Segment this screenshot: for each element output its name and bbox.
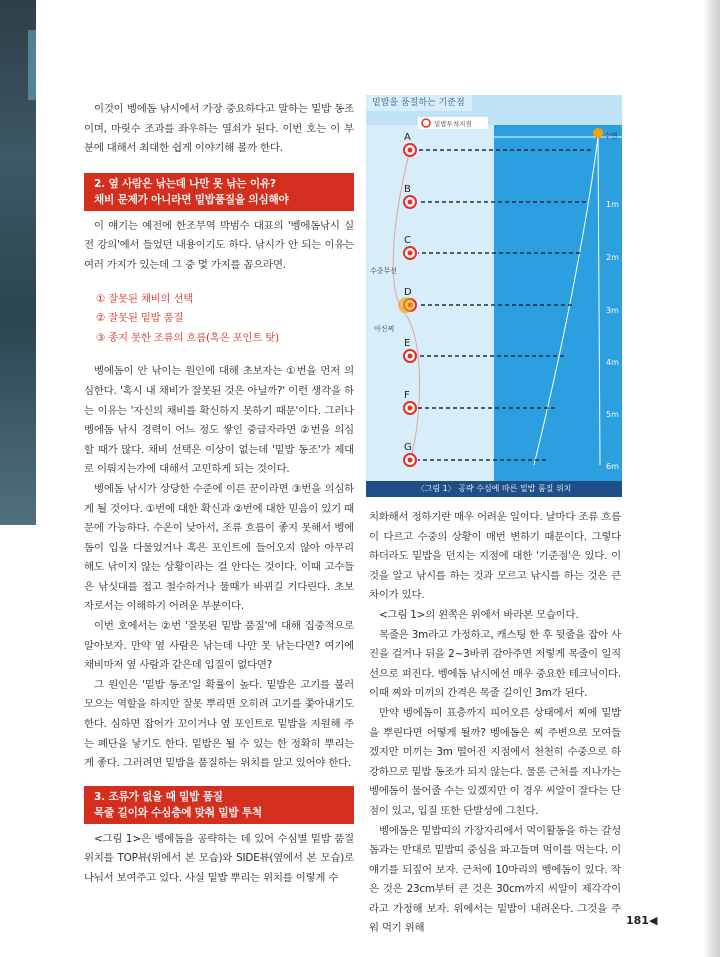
right-paragraph-1: 치화해서 정하기란 매우 어려운 일이다. 날마다 조류 흐름이 다르고 수중의 상황이 매번 변하기 때문이다. 그렇다 하더라도 밑밥을 던지는 지점에 대한 '기준점'은 있다. 이것을 알고 낚시를 하는 것과 모르고 낚시를 하는 것은 큰 차이가 있다.	[369, 511, 621, 602]
section2-paragraph-5: 그 원인은 '밑밥 동조'일 확률이 높다. 밑밥은 고기를 불러 모으는 역할을 하지만 잘못 뿌리면 오히려 고기를 쫓아내기도 한다. 심하면 잡어가 꼬이거나 옆 포인트로 밑밥을 지원해 주는 폐단을 낳기도 한다. 밑밥은 될 수 있는 한 정확히 뿌리는 게 좋다. 그러려면 밑밥을 품질하는 위치를 알고 있어야 한다.	[84, 678, 354, 770]
figure-title: 밑밥을 품질하는 기준점	[366, 95, 472, 111]
depth-label: 4m	[606, 358, 619, 367]
right-paragraph-2: <그림 1>의 왼쪽은 위에서 바라본 모습이다.	[379, 608, 579, 621]
section3-heading	[84, 786, 354, 824]
water-highlight	[28, 30, 36, 100]
point-label: B	[404, 184, 411, 195]
section2-paragraph-4: 이번 호에서는 ②번 '잘못된 밑밥 품질'에 대해 집중적으로 알아보자. 만약 옆 사람은 낚는데 나만 못 낚는다면? 여기에 채비마저 옆 사람과 같은데 입질이 없다면?	[84, 620, 354, 672]
figure-1	[366, 95, 622, 498]
section2-paragraph-1: 이 얘기는 예전에 한조무역 박범수 대표의 '벵에돔낚시 실전 강의'에서 들었던 내용이기도 하다. 낚시가 안 되는 이유는 여러 가지가 있는데 그 중 몇 가지를 꼽으라면.	[84, 219, 354, 271]
section2-paragraph-2: 벵에돔이 안 낚이는 원인에 대해 초보자는 ①번을 먼저 의심한다. '혹시 내 채비가 잘못된 것은 아닐까?' 이런 생각을 하는 이유는 '자신의 채비를 확신하지 못하기 때문'이다. 그러나 벵에돔 낚시 경력이 어느 정도 쌓인 중급자라면 ②번을 의심할 때가 많다. 채비 선택은 이상이 없는데 '밑밥 동조'가 제대로 이뤄지는가에 대해서 고민하게 되는 것이다.	[84, 365, 354, 476]
left-column	[84, 100, 354, 889]
cause-list	[84, 290, 354, 349]
section2-paragraph-3: 벵에돔 낚시가 상당한 수준에 이른 꾼이라면 ③번을 의심하게 될 것이다. ①번에 대한 확신과 ②번에 대한 믿음이 있기 때문에 가능하다. 수온이 낮아서, 조류 흐름이 좋지 못해서 벵에돔이 입을 다물었거나 혹은 포인트에 들어오지 않아 아무리 해도 낚이지 않는 상황이라는 걸 안다는 것이다. 이때 고수들은 낚싯대를 접고 철수하거나 물때가 바뀌길 기다린다. 초보자로서는 이해하기 어려운 부분이다.	[84, 482, 354, 613]
depth-label: 1m	[606, 200, 619, 209]
legend-text: 밑밥투척지점	[434, 120, 472, 128]
section2-heading	[84, 173, 354, 211]
float-icon	[593, 128, 603, 138]
depth-label: 6m	[606, 462, 619, 471]
depth-label: 3m	[606, 306, 619, 315]
list-item: ② 잘못된 밑밥 품질	[96, 312, 184, 325]
right-paragraph-5: 벵에돔은 밑밥띠의 가장자리에서 먹이활동을 하는 갈성돔과는 반대로 밑밥띠 중심을 파고들며 먹이를 먹는다. 이 얘기를 되짚어 보자. 근처에 10마리의 벵에돔이 있다. 작은 것은 23cm부터 큰 것은 30cm까지 씨알이 제각각이라고 가정해 보자. 위에서는 밑밥이 내려온다. 그것을 주워 먹기 위해	[369, 824, 621, 935]
point-label: A	[404, 132, 411, 143]
point-label: D	[404, 287, 412, 298]
section3-paragraph-1: <그림 1>은 벵에돔을 공략하는 데 있어 수심별 밑밥 품질 위치를 TOP뷰(위에서 본 모습)와 SIDE뷰(옆에서 본 모습)로 나눠서 보여주고 있다. 사실 밑밥 뿌리는 위치를 이렇게 수	[84, 832, 354, 884]
topview-area	[366, 125, 494, 481]
depth-label: 2m	[606, 253, 619, 262]
section3-heading-line2: 목줄 길이와 수심층에 맞춰 밑밥 투척	[94, 806, 262, 819]
list-item: ① 잘못된 채비의 선택	[96, 292, 194, 305]
right-paragraph-3: 목줄은 3m라고 가정하고, 캐스팅 한 후 뒷줄을 잡아 사진을 걸거나 뒤을 2~3바퀴 감아주면 저렇게 목줄이 일직선으로 펴진다. 벵에돔 낚시에선 매우 중요한 테크닉이다. 이때 찌와 미끼의 간격은 목줄 길이인 3m가 된다.	[369, 628, 621, 700]
page-edge-shadow	[704, 0, 720, 957]
point-label: E	[404, 338, 411, 349]
point-label: G	[404, 442, 412, 453]
figure-diagram	[366, 95, 622, 481]
legend-marker-icon	[422, 119, 430, 127]
section2-heading-line2: 채비 문제가 아니라면 밑밥품질을 의심해야	[94, 193, 289, 206]
page-number: 181◀	[626, 914, 658, 927]
point-label: C	[404, 235, 411, 246]
current-label: 수중무선	[370, 267, 398, 275]
figure-caption: 〈그림 1〉 공략 수심에 따른 밑밥 품질 위치	[366, 481, 622, 497]
depth-label: 수면	[604, 132, 618, 140]
point-label: F	[404, 390, 410, 401]
section3-heading-line1: 3. 조류가 없을 때 밑밥 품질	[94, 790, 223, 803]
water-area	[494, 125, 622, 481]
depth-label: 5m	[606, 410, 619, 419]
intro-paragraph: 이것이 벵에돔 낚시에서 가장 중요하다고 말하는 밑밥 동조이며, 마릿수 조과를 좌우하는 열쇠가 된다. 이번 호는 이 부분에 대해서 최대한 쉽게 이야기해 볼까 한다.	[84, 103, 354, 155]
fish-label: 아신찌	[374, 325, 395, 333]
right-paragraph-4: 만약 벵에돔이 표층까지 피어오른 상태에서 찌에 밑밥을 뿌린다면 어떻게 될까? 벵에돔은 찌 주변으로 모여들겠지만 미끼는 3m 떨어진 지점에서 천천히 수중으로 하강하므로 밑밥 동조가 되지 않는다. 물론 근처를 지나가는 벵에돔이 물어줄 수는 있겠지만 이 경우 씨알이 잘다는 단점이 있고, 입질 또한 단발성에 그친다.	[369, 706, 621, 817]
list-item: ③ 종지 못한 조류의 흐름(혹은 포인트 탓)	[96, 331, 279, 344]
section2-heading-line1: 2. 옆 사람은 낚는데 나만 못 낚는 이유?	[94, 177, 276, 190]
cover-photo-strip	[0, 0, 36, 525]
right-column	[369, 508, 621, 939]
